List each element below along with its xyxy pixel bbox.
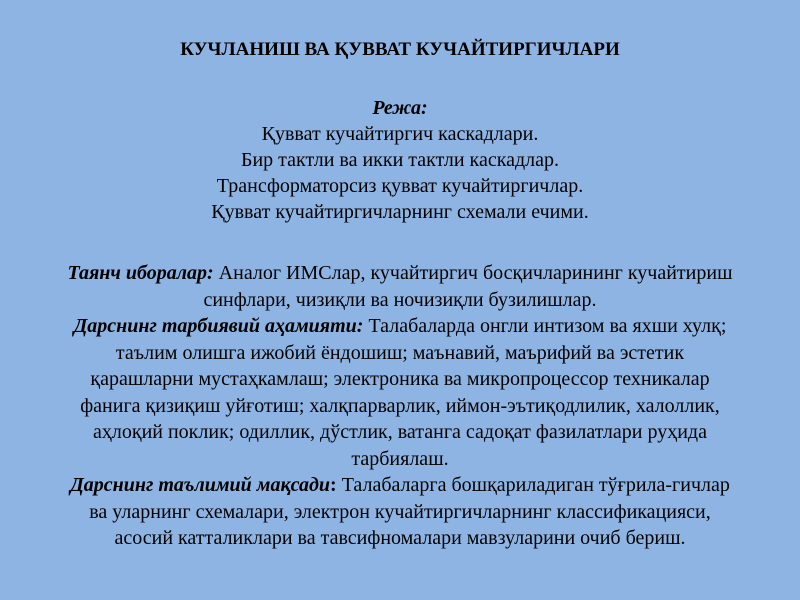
educational-value-text: Талабаларда онгли интизом ва яхши хулқ; — [363, 315, 727, 337]
educational-value-line: тарбиялаш. — [351, 447, 449, 470]
key-terms-line — [0, 260, 800, 287]
educational-value-label: Дарснинг тарбиявий аҳамияти: — [73, 315, 364, 337]
plan-item: Трансформаторсиз қувват кучайтиргичлар. — [216, 175, 584, 197]
lesson-goal-line — [0, 472, 800, 499]
educational-value-line — [0, 313, 800, 340]
plan-item: Қувват кучайтиргичларнинг схемали ечими. — [211, 201, 589, 223]
plan-item: Қувват кучайтиргич каскадлари. — [261, 123, 539, 145]
lesson-goal-label: Дарснинг таълимий мақсади — [70, 474, 331, 496]
plan-heading: Режа: — [372, 97, 428, 119]
key-terms-text: Аналог ИМСлар, кучайтиргич босқичларининг кучайтириш — [213, 262, 733, 284]
lesson-goal-colon: : — [330, 474, 337, 496]
lesson-goal-text: Талабаларга бошқариладиган тўғрила-гичлар — [336, 474, 730, 496]
educational-value-line: фанига қизиқиш уйғотиш; халқпарварлик, иймон-эътиқодлилик, халоллик, — [80, 394, 720, 417]
lesson-goal-line: асосий катталиклари ва тавсифномалари мавзуларини очиб бериш. — [114, 527, 686, 549]
plan-section — [0, 95, 800, 225]
educational-value-line: таълим олишга ижобий ёндошиш; маънавий, маърифий ва эстетик — [115, 341, 685, 364]
body-section — [0, 260, 800, 552]
educational-value-line: аҳлоқий поклик; одиллик, дўстлик, ватанга садоқат фазилатлари руҳида — [93, 421, 707, 443]
key-terms-label: Таянч иборалар: — [67, 262, 214, 284]
slide-title: КУЧЛАНИШ ВА ҚУВВАТ КУЧАЙТИРГИЧЛАРИ — [180, 39, 620, 60]
educational-value-line: қарашларни мустаҳкамлаш; электроника ва микропроцессор техникалар — [90, 368, 710, 390]
plan-item: Бир тактли ва икки тактли каскадлар. — [240, 149, 560, 171]
key-terms-line: синфлари, чизиқли ва ночизиқли бузилишлар. — [203, 288, 597, 311]
lesson-goal-line: ва уларнинг схемалари, электрон кучайтиргичларнинг классификацияси, — [89, 500, 711, 523]
